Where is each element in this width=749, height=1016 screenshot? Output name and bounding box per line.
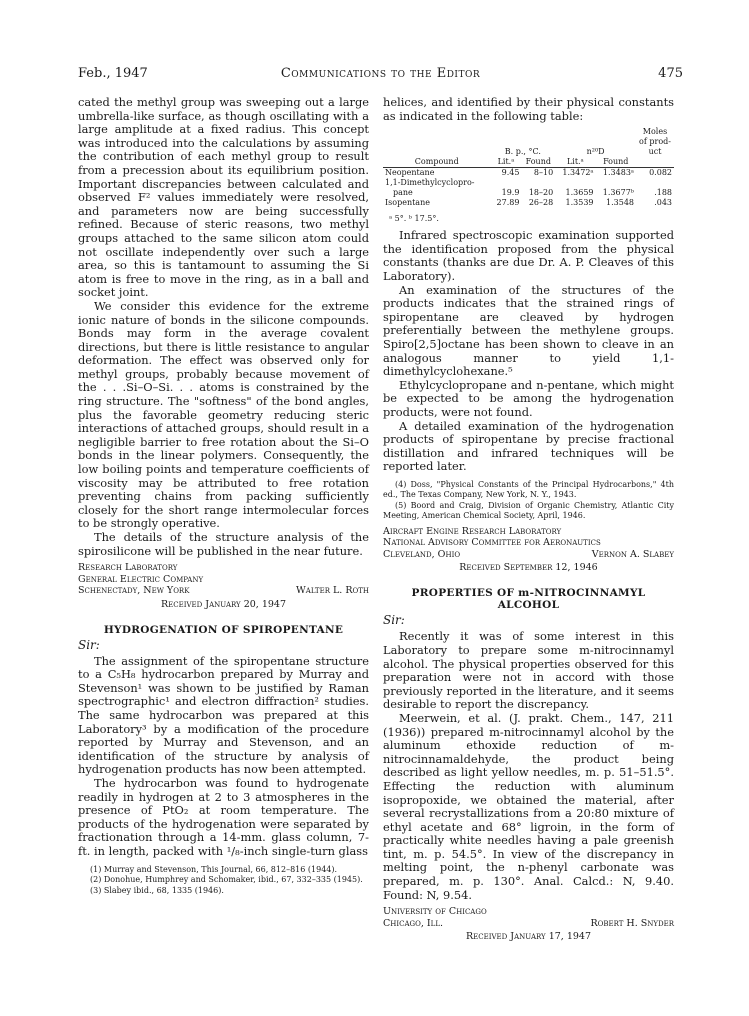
paragraph: A detailed examination of the hydrogenation products of spiropentane by precise fractional distillation and infrared techniques will be reported later. bbox=[383, 418, 674, 474]
table-footnote: ᵃ 5°. ᵇ 17.5°. bbox=[389, 214, 439, 224]
footnote: (4) Doss, "Physical Constants of the Principal Hydrocarbons," 4th ed., The Texas Company, New York, N. Y., 1943. bbox=[383, 479, 674, 500]
table-header-nd: n²⁰D bbox=[586, 147, 605, 157]
section-title: Communications to the Editor bbox=[280, 66, 481, 81]
table-header-lit: Lit.ᵃ bbox=[497, 157, 515, 167]
paragraph: cated the methyl group was sweeping out a large umbrella-like surface, as though oscillating with a large amplitude at a fixed radius. This concept was introduced into the calculations by assuming the contribution of each methyl group to result from a precession about its equilibrium position. Important discrepancies between calculated and observed F² values immediately were resolved, and parameters now are being successfully refined. Because of steric reasons, two methyl groups attached to the same silicon atom could not oscillate independently over such a large area, so this is tantamount to assuming the Si atom is free to move in the ring, as in a ball and socket joint. bbox=[78, 95, 369, 300]
address-line: Aircraft Engine Research Laboratory bbox=[383, 525, 562, 537]
footnote: (1) Murray and Stevenson, This Journal, 66, 812–816 (1944). bbox=[90, 864, 338, 874]
address-line: National Advisory Committee for Aeronautics bbox=[383, 537, 601, 549]
salutation: Sir: bbox=[78, 637, 100, 652]
table-row: Isopentane 27.89 26–28 1.3539 1.3548 .043 bbox=[385, 198, 672, 208]
paragraph: We consider this evidence for the extreme ionic nature of bonds in the silicone compounds. Bonds may form in the average covalent directions, but there is little resistance to angular deformation. The effect was observed only for methyl groups, probably because movement of the . . .Si–O–Si. . . atoms is constrained by the ring structure. The "softness" of the bond angles, plus the favorable geometry reducing steric interactions of attached groups, should result in a negligible barrier to free rotation about the Si–O bonds in the linear polymers. Consequently, the low boiling points and temperature coefficients of viscosity may be attributed to free rotation preventing chains from packing sufficiently closely for the short range intermolecular forces to be strongly operative. bbox=[78, 298, 369, 531]
paragraph: helices, and identified by their physical constants as indicated in the following table: bbox=[383, 95, 674, 123]
article-title: PROPERTIES OF m-NITROCINNAMYL ALCOHOL bbox=[411, 587, 646, 612]
table-header-compound: Compound bbox=[414, 157, 459, 167]
table-header-bp: B. p., °C. bbox=[504, 147, 541, 157]
received-date: Received September 12, 1946 bbox=[459, 562, 598, 574]
left-column bbox=[78, 96, 369, 896]
paragraph: Ethylcyclopropane and n-pentane, which might be expected to be among the hydrogenation products, were not found. bbox=[383, 377, 674, 419]
physical-constants-table bbox=[383, 127, 674, 208]
table-row: 1,1-Dimethylcyclopro- bbox=[385, 178, 475, 188]
table-header-lit: Lit.ᵃ bbox=[566, 157, 584, 167]
footnote: (3) Slabey ibid., 68, 1335 (1946). bbox=[90, 885, 224, 895]
paragraph: The hydrocarbon was found to hydrogenate readily in hydrogen at 2 to 3 atmospheres in the presence of PtO₂ at room temperature. The products of the hydrogenation were separated by fractionation through a 14-mm. glass column, 7-ft. in length, packed with ¹/₈-inch single-turn glass bbox=[78, 776, 369, 858]
address-line: Schenectady, New York bbox=[78, 585, 190, 597]
address-line: Chicago, Ill. bbox=[383, 917, 443, 929]
page-header bbox=[78, 66, 683, 84]
paragraph: The assignment of the spiropentane structure to a C₅H₈ hydrocarbon prepared by Murray and Stevenson¹ was shown to be justified by Raman spectrographic¹ and electron diffraction² studies. The same hydrocarbon was prepared at this Laboratory³ by a modification of the procedure reported by Murray and Stevenson, and an identification of the structure by analysis of hydrogenation products has now been attempted. bbox=[78, 653, 369, 777]
address-line: General Electric Company bbox=[78, 573, 204, 585]
address-line: Cleveland, Ohio bbox=[383, 548, 461, 560]
paragraph: Infrared spectroscopic examination supported the identification proposed from the physical constants (thanks are due Dr. A. P. Cleaves of this Laboratory). bbox=[383, 228, 674, 283]
page-number: 475 bbox=[658, 66, 683, 81]
address-line: Research Laboratory bbox=[78, 562, 178, 574]
author-name: Vernon A. Slabey bbox=[591, 548, 674, 560]
address-line: University of Chicago bbox=[383, 906, 487, 918]
author-address bbox=[78, 562, 369, 597]
table-header-found: Found bbox=[603, 157, 629, 167]
salutation: Sir: bbox=[383, 613, 405, 628]
footnote: (2) Donohue, Humphrey and Schomaker, ibid., 67, 332–335 (1945). bbox=[90, 875, 363, 885]
received-date: Received January 17, 1947 bbox=[465, 931, 592, 943]
right-column bbox=[383, 96, 674, 942]
author-name: Robert H. Snyder bbox=[590, 917, 674, 929]
footnote: (5) Boord and Craig, Division of Organic Chemistry, Atlantic City Meeting, American Chemical Society, April, 1946. bbox=[383, 500, 674, 521]
issue-date: Feb., 1947 bbox=[78, 66, 148, 81]
table-header-moles: Moles of prod- uct bbox=[639, 127, 671, 157]
table-row: pane 19.9 18–20 1.3659 1.3677ᵇ .188 bbox=[393, 188, 672, 198]
paragraph: The details of the structure analysis of the spirosilicone will be published in the near future. bbox=[78, 530, 369, 558]
table-header-found: Found bbox=[525, 157, 551, 167]
author-address bbox=[383, 906, 674, 929]
author-address bbox=[383, 526, 674, 561]
paragraph: Meerwein, et al. (J. prakt. Chem., 147, 211 (1936)) prepared m-nitrocinnamyl alcohol by the aluminum ethoxide reduction of m-nitrocinnamaldehyde, the product being described as light yellow needles, m. p. 51–51.5°. Effecting the reduction with aluminum isopropoxide, we obtained the material, after several recrystallizations from a 20:80 mixture of ethyl acetate and 68° ligroin, in the form of practically white needles having a pale greenish tint, m. p. 54.5°. In view of the discrepancy in melting point, the n-phenyl carbonate was prepared, m. p. 130°. Anal. Calcd.: N, 9.40. Found: N, 9.54. bbox=[383, 710, 674, 902]
paragraph: An examination of the structures of the products indicates that the strained rings of spiropentane are cleaved by hydrogen preferentially between the methylene groups. Spiro[2,5]octane has been shown to cleave in an analogous manner to yield 1,1-dimethylcyclohexane.⁵ bbox=[383, 282, 674, 379]
table-row: Neopentane 9.45 8–10 1.3472ᵃ 1.3483ᵃ 0.082 bbox=[385, 168, 672, 178]
received-date: Received January 20, 1947 bbox=[160, 598, 287, 610]
paragraph: Recently it was of some interest in this Laboratory to prepare some m-nitrocinnamyl alcohol. The physical properties observed for this preparation were not in accord with those previously reported in the literature, and it seems desirable to report the discrepancy. bbox=[383, 629, 674, 712]
author-name: Walter L. Roth bbox=[296, 585, 369, 597]
article-title: HYDROGENATION OF SPIROPENTANE bbox=[103, 623, 344, 636]
